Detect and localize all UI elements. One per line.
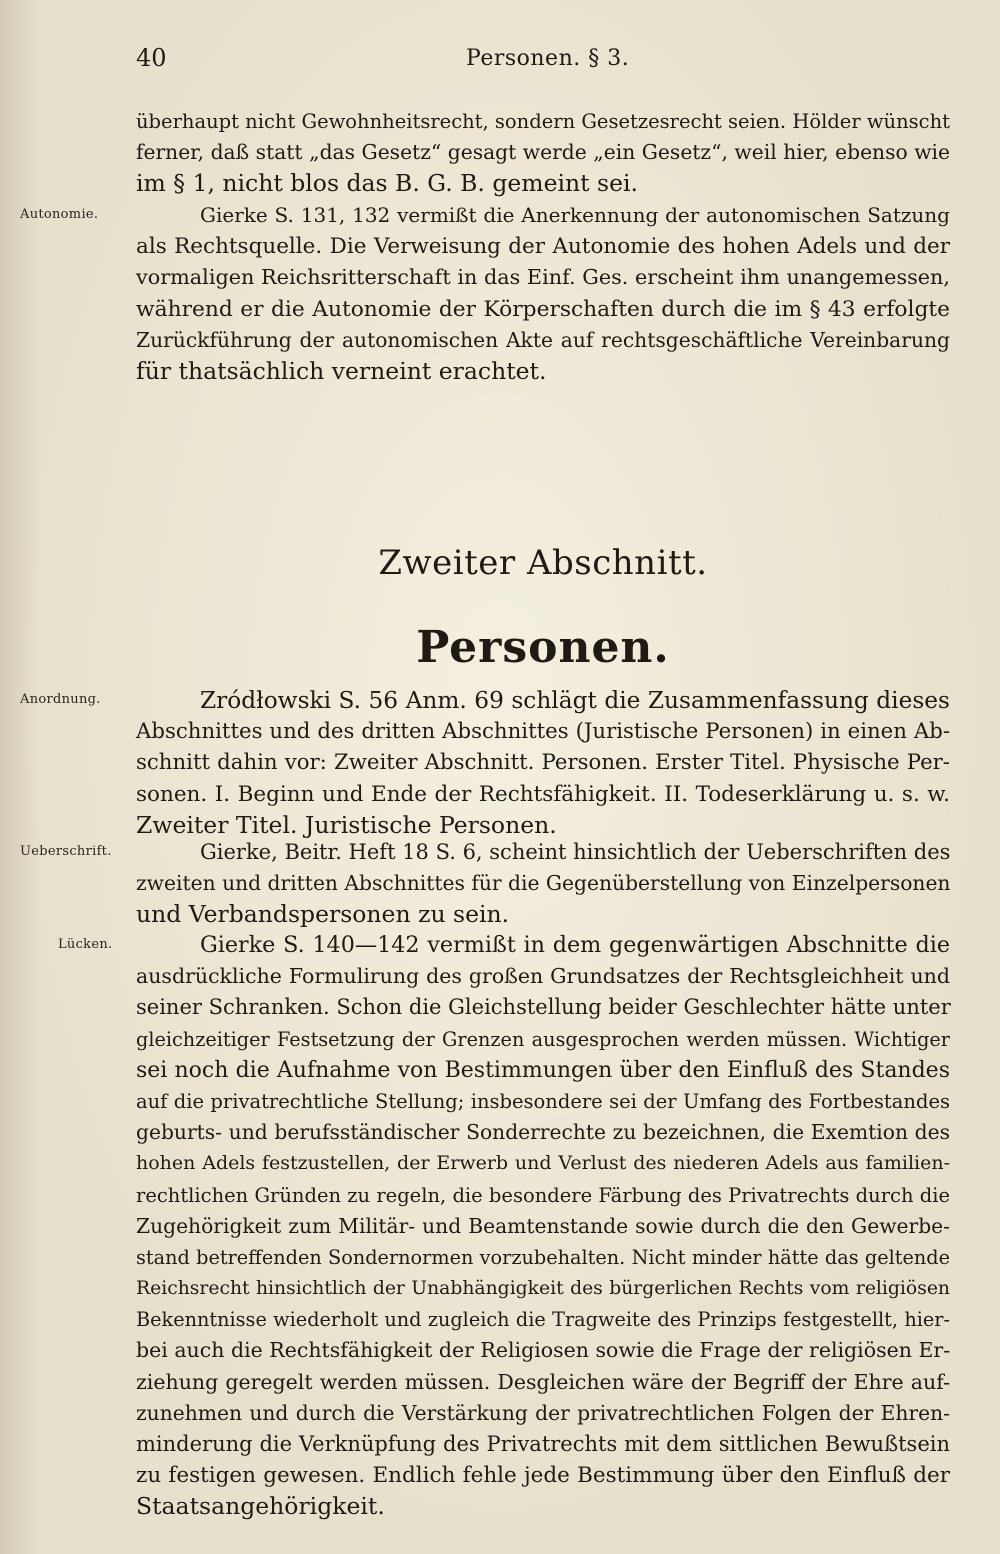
text-line: Zugehörigkeit zum Militär- und Beamtenstande sowie durch die den Gewerbe-: [136, 1213, 950, 1238]
text-line: im § 1, nicht blos das B. G. B. gemeint sei.: [136, 169, 639, 198]
text-line: zu festigen gewesen. Endlich fehle jede Bestimmung über den Einfluß der: [136, 1463, 950, 1489]
text-line: zunehmen und durch die Verstärkung der privatrechtlichen Folgen der Ehren-: [136, 1400, 950, 1425]
running-head: Personen. § 3.: [466, 46, 630, 71]
text-line: Abschnittes und des dritten Abschnittes (Juristische Personen) in einen Ab-: [136, 719, 950, 745]
text-line: sonen. I. Beginn und Ende der Rechtsfähigkeit. II. Todeserklärung u. s. w.: [136, 781, 950, 807]
text-line: Zurückführung der autonomischen Akte auf rechtsgeschäftliche Vereinbarung: [136, 327, 950, 352]
paragraph-hoelder: [136, 106, 950, 200]
text-line: stand betreffenden Sondernormen vorzubehalten. Nicht minder hätte das geltende: [136, 1245, 950, 1269]
text-line: für thatsächlich verneint erachtet.: [136, 356, 547, 385]
paragraph-luecken: [136, 930, 950, 1523]
text-line: minderung die Verknüpfung des Privatrechts mit dem sittlichen Bewußtsein: [136, 1432, 950, 1456]
text-line: ziehung geregelt werden müssen. Desgleichen wäre der Begriff der Ehre auf-: [136, 1369, 950, 1394]
paragraph-autonomie: [136, 200, 950, 387]
text-line: Gierke S. 131, 132 vermißt die Anerkennung der autonomischen Satzung: [200, 203, 950, 227]
text-line: seiner Schranken. Schon die Gleichstellung beider Geschlechter hätte unter: [136, 995, 951, 1020]
text-line: überhaupt nicht Gewohnheitsrecht, sondern Gesetzesrecht seien. Hölder wünscht: [136, 110, 950, 133]
text-line: rechtlichen Gründen zu regeln, die besondere Färbung des Privatrechts durch die: [136, 1183, 950, 1207]
text-line: zweiten und dritten Abschnittes für die Gegenüberstellung von Einzelpersonen: [136, 871, 951, 896]
text-line: hohen Adels festzustellen, der Erwerb und Verlust des niederen Adels aus familien-: [136, 1152, 950, 1175]
text-line: ferner, daß statt „das Gesetz“ gesagt werde „ein Gesetz“, weil hier, ebenso wie: [136, 140, 950, 165]
margin-note-luecken: Lücken.: [58, 937, 113, 952]
section-heading: Zweiter Abschnitt.: [378, 543, 708, 583]
text-line: Zweiter Titel. Juristische Personen.: [136, 810, 557, 839]
text-line: Staatsangehörigkeit.: [136, 1492, 385, 1521]
text-line: auf die privatrechtliche Stellung; insbesondere sei der Umfang des Fortbestandes: [136, 1089, 950, 1113]
paragraph-anordnung: [136, 685, 950, 841]
margin-note-autonomie: Autonomie.: [20, 207, 99, 222]
text-line: während er die Autonomie der Körperschaften durch die im § 43 erfolgte: [136, 296, 950, 322]
margin-note-ueberschrift: Ueberschrift.: [20, 844, 112, 859]
text-line: schnitt dahin vor: Zweiter Abschnitt. Personen. Erster Titel. Physische Per-: [136, 750, 950, 776]
text-line: Gierke, Beitr. Heft 18 S. 6, scheint hinsichtlich der Ueberschriften des: [200, 840, 951, 864]
text-line: vormaligen Reichsritterschaft in das Einf. Ges. erscheint ihm unangemessen,: [136, 265, 950, 290]
text-line: Reichsrecht hinsichtlich der Unabhängigkeit des bürgerlichen Rechts vom religiösen: [136, 1278, 950, 1300]
text-line: geburts- und berufsständischer Sonderrechte zu bezeichnen, die Exemtion des: [136, 1120, 950, 1145]
page-header: [136, 44, 950, 78]
text-line: ausdrückliche Formulirung des großen Grundsatzes der Rechtsgleichheit und: [136, 964, 950, 989]
text-line: Bekenntnisse wiederholt und zugleich die Tragweite des Prinzips festgestellt, hier-: [136, 1308, 950, 1332]
text-line: Gierke S. 140—142 vermißt in dem gegenwärtigen Abschnitte die: [200, 932, 950, 958]
page-number: 40: [136, 44, 167, 72]
text-line: als Rechtsquelle. Die Verweisung der Autonomie des hohen Adels und der: [136, 234, 950, 260]
margin-note-anordnung: Anordnung.: [20, 692, 101, 707]
text-line: gleichzeitiger Festsetzung der Grenzen ausgesprochen werden müssen. Wichtiger: [136, 1027, 950, 1051]
text-line: Zródłowski S. 56 Anm. 69 schlägt die Zusammenfassung dieses: [200, 687, 950, 714]
text-line: und Verbandspersonen zu sein.: [136, 900, 510, 929]
paragraph-ueberschrift: [136, 837, 950, 931]
text-line: sei noch die Aufnahme von Bestimmungen über den Einfluß des Standes: [136, 1057, 950, 1083]
section-title: Personen.: [416, 622, 670, 673]
text-line: bei auch die Rechtsfähigkeit der Religiosen sowie die Frage der religiösen Er-: [136, 1338, 951, 1363]
